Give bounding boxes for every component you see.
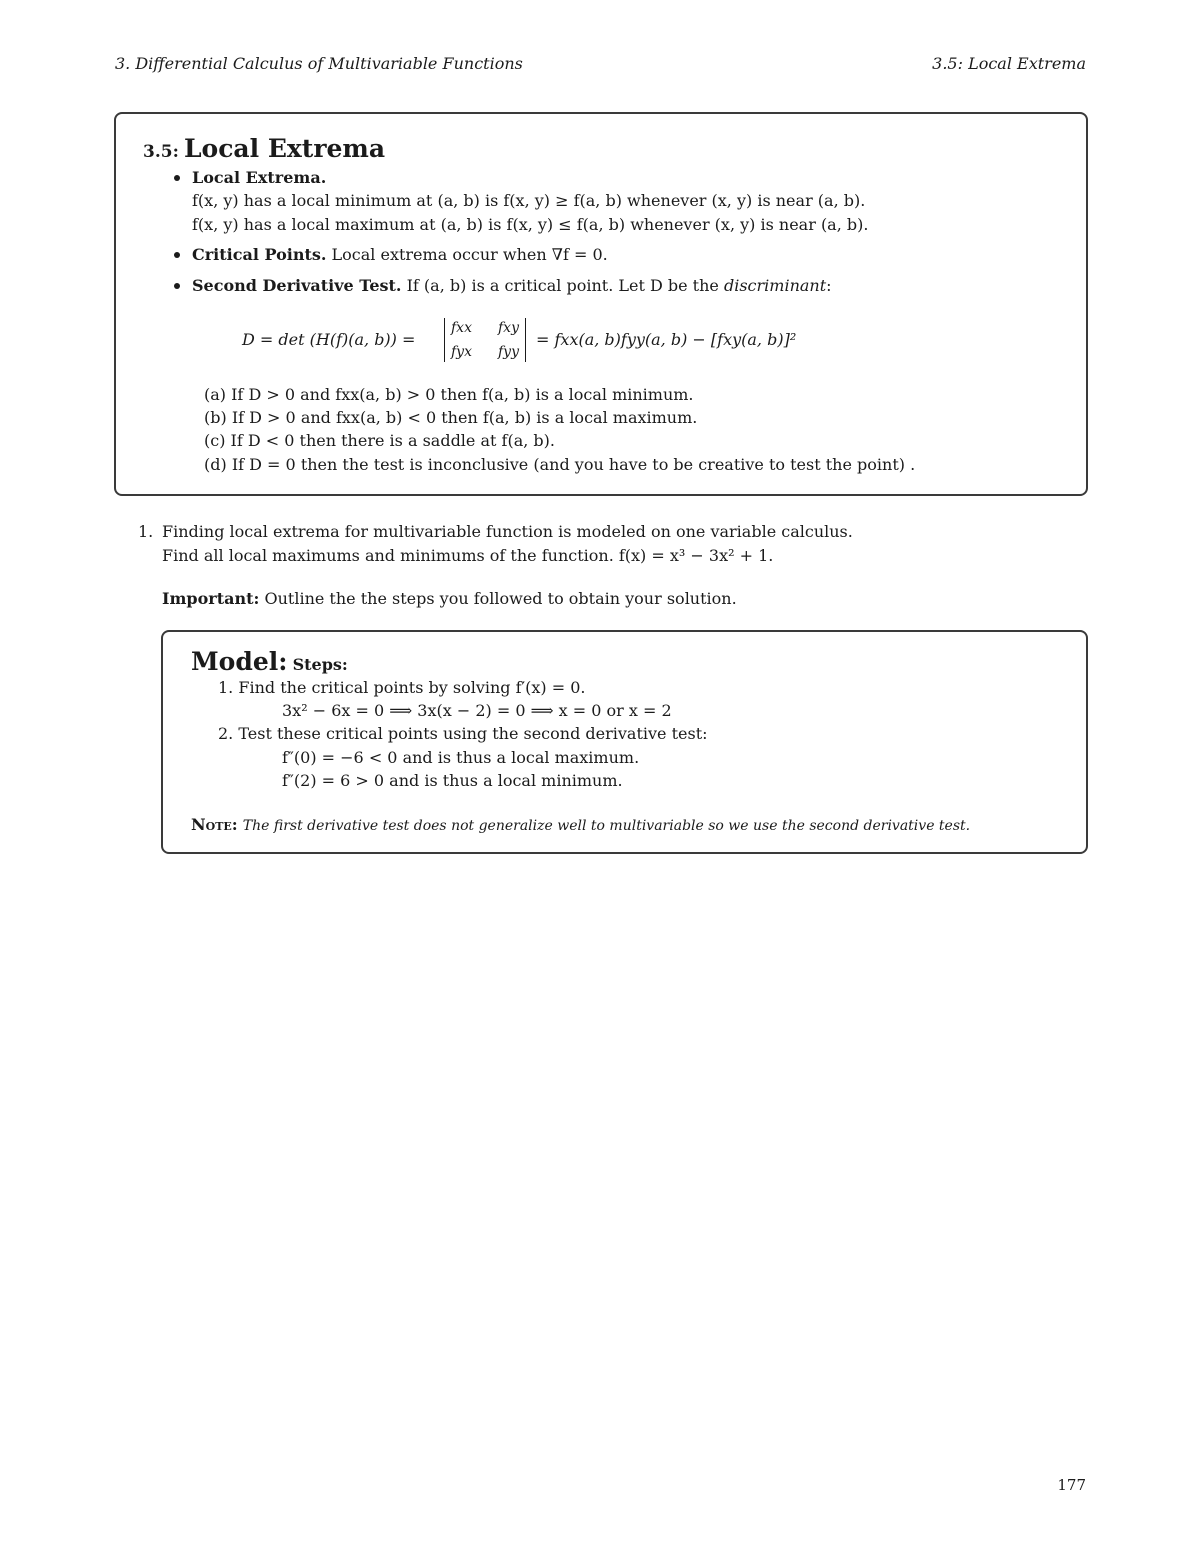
bullet-dot	[174, 283, 180, 289]
section-title: Local Extrema	[183, 134, 386, 163]
bullet-dot	[174, 252, 180, 258]
important-label: Important:	[162, 589, 260, 608]
second-derivative-test-text: If (a, b) is a critical point. Let D be the	[406, 276, 719, 295]
matrix-entry-fyy: fyy	[498, 344, 519, 360]
case-a: (a) If D > 0 and fxx(a, b) > 0 then f(a, b) is a local minimum.	[204, 385, 694, 404]
case-c: (c) If D < 0 then there is a saddle at f(a, b).	[204, 431, 555, 450]
problem-number: 1.	[138, 522, 154, 541]
critical-points-title: Critical Points.	[192, 245, 327, 264]
formula-right: = fxx(a, b)fyy(a, b) − [fxy(a, b)]²	[536, 330, 797, 349]
formula-left: D = det (H(f)(a, b)) =	[242, 330, 416, 349]
colon: :	[826, 276, 832, 295]
step2-second-derivative-at-2: f″(2) = 6 > 0 and is thus a local minimum.	[282, 771, 623, 790]
matrix-entry-fyx: fyx	[451, 344, 472, 360]
step2-second-derivative-at-0: f″(0) = −6 < 0 and is thus a local maximum.	[282, 748, 640, 767]
bullet-dot	[174, 175, 180, 181]
case-b: (b) If D > 0 and fxx(a, b) < 0 then f(a, b) is a local maximum.	[204, 408, 698, 427]
local-minimum-definition: f(x, y) has a local minimum at (a, b) is f(x, y) ≥ f(a, b) whenever (x, y) is near (a, b).	[192, 191, 866, 210]
matrix-entry-fxy: fxy	[498, 320, 519, 336]
important-text: Outline the the steps you followed to obtain your solution.	[264, 589, 737, 608]
critical-points-text: Local extrema occur when ∇f = 0.	[331, 245, 608, 264]
steps-label: Steps:	[292, 655, 348, 674]
step1-work: 3x² − 6x = 0 ⟹ 3x(x − 2) = 0 ⟹ x = 0 or x = 2	[282, 701, 672, 720]
critical-points-item	[192, 245, 608, 265]
discriminant-term: discriminant	[723, 276, 827, 295]
model-heading	[191, 647, 348, 680]
page-number: 177	[1057, 1476, 1086, 1494]
note-label: Note:	[191, 815, 238, 834]
running-header-section: 3.5: Local Extrema	[932, 54, 1086, 73]
model-title: Model:	[191, 647, 288, 676]
problem-line1: Finding local extrema for multivariable function is modeled on one variable calculus.	[162, 522, 853, 541]
step2: 2. Test these critical points using the second derivative test:	[218, 724, 708, 743]
running-header-chapter: 3. Differential Calculus of Multivariable Functions	[115, 54, 523, 73]
important-instruction	[162, 589, 737, 609]
second-derivative-test-title: Second Derivative Test.	[192, 276, 402, 295]
section-heading	[143, 134, 385, 164]
note	[191, 815, 970, 836]
section-number: 3.5:	[143, 142, 179, 162]
step1: 1. Find the critical points by solving f′(x) = 0.	[218, 678, 586, 697]
second-derivative-test-item	[192, 276, 832, 296]
local-maximum-definition: f(x, y) has a local maximum at (a, b) is f(x, y) ≤ f(a, b) whenever (x, y) is near (a, b).	[192, 215, 869, 234]
bullet-local-extrema-title: Local Extrema.	[192, 168, 327, 187]
problem-line2: Find all local maximums and minimums of the function. f(x) = x³ − 3x² + 1.	[162, 546, 774, 565]
case-d: (d) If D = 0 then the test is inconclusive (and you have to be creative to test the point) .	[204, 455, 916, 474]
matrix-entry-fxx: fxx	[451, 320, 472, 336]
note-text: The first derivative test does not generalize well to multivariable so we use the second derivative test.	[242, 818, 971, 834]
